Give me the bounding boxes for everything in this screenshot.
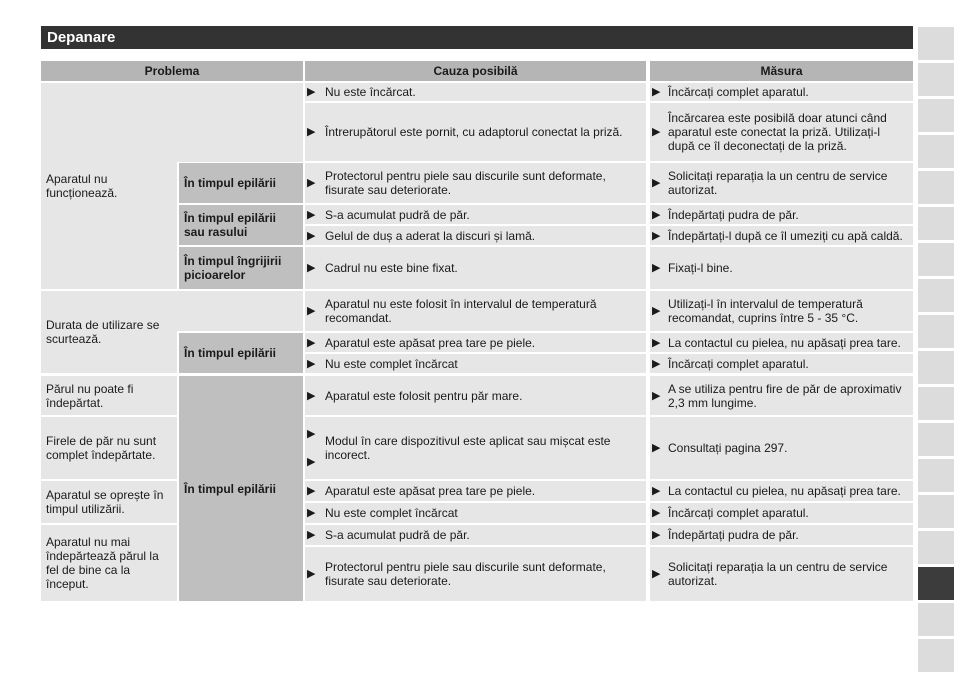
- arrow-icon: ▶: [307, 357, 316, 370]
- action-cell: ▶ La contactul cu pielea, nu apăsați prea tare.: [650, 481, 913, 501]
- arrow-icon: ▶: [307, 568, 316, 580]
- cause-cell: ▶ Nu este încărcat.: [305, 83, 646, 101]
- problem-text: Aparatul nu funcționează.: [46, 172, 118, 200]
- condition-cell: În timpul epilării: [179, 376, 303, 601]
- action-cell: ▶ Încărcați complet aparatul.: [650, 503, 913, 523]
- arrow-icon: ▶: [307, 485, 316, 497]
- cause-cell: ▶ Protectorul pentru piele sau discurile sunt deformate, fisurate sau deteriorate.: [305, 163, 646, 203]
- cause-cell: ▶ Nu este complet încărcat: [305, 354, 646, 373]
- side-tab[interactable]: [918, 207, 954, 240]
- arrow-icon: ▶: [652, 568, 661, 580]
- condition-cell: În timpul epilării sau rasului: [179, 205, 303, 245]
- problem-cell: Aparatul se oprește în timpul utilizării.: [41, 481, 177, 523]
- side-tab[interactable]: [918, 63, 954, 96]
- arrow-icon: ▶: [307, 389, 316, 402]
- arrow-icon: ▶: [307, 529, 316, 541]
- arrow-icon: ▶: [652, 262, 661, 274]
- side-tab[interactable]: [918, 603, 954, 636]
- condition-cell: În timpul îngrijirii picioarelor: [179, 247, 303, 289]
- action-cell: ▶ Consultați pagina 297.: [650, 417, 913, 479]
- cause-cell: ▶ Nu este complet încărcat: [305, 503, 646, 523]
- cause-cell: ▶ Întrerupătorul este pornit, cu adaptorul conectat la priză.: [305, 103, 646, 161]
- action-cell: ▶ La contactul cu pielea, nu apăsați prea tare.: [650, 333, 913, 352]
- side-tab-active[interactable]: [918, 567, 954, 600]
- action-cell: ▶ Solicitați reparația la un centru de service autorizat.: [650, 163, 913, 203]
- page-title: Depanare: [41, 26, 913, 49]
- header-cause: Cauza posibilă: [305, 61, 646, 81]
- side-tab[interactable]: [918, 495, 954, 528]
- header-action: Măsura: [650, 61, 913, 81]
- cause-cell: ▶ Protectorul pentru piele sau discurile sunt deformate, fisurate sau deteriorate.: [305, 547, 646, 601]
- side-tab[interactable]: [918, 99, 954, 132]
- problem-cell: Aparatul nu mai îndepărtează părul la fel de bine ca la început.: [41, 525, 177, 601]
- action-cell: ▶ Solicitați reparația la un centru de service autorizat.: [650, 547, 913, 601]
- arrow-icon: ▶: [307, 86, 316, 98]
- side-tab[interactable]: [918, 387, 954, 420]
- arrow-icon: ▶: [307, 428, 316, 440]
- arrow-icon: ▶: [307, 262, 316, 274]
- action-cell: ▶ Îndepărtați-l după ce îl umeziți cu apă caldă.: [650, 226, 913, 245]
- problem-cell-top: [41, 83, 303, 162]
- arrow-icon: ▶: [652, 305, 661, 317]
- cause-cell: ▶ Gelul de duș a aderat la discuri și lamă.: [305, 226, 646, 245]
- arrow-icon: ▶: [652, 177, 661, 189]
- cause-cell: ▶ Aparatul este folosit pentru păr mare.: [305, 376, 646, 415]
- arrow-icon: ▶: [307, 507, 316, 519]
- cause-cell: ▶ Aparatul este apăsat prea tare pe piele.: [305, 333, 646, 352]
- cause-cell: ▶ Aparatul nu este folosit în intervalul de temperatură recomandat.: [305, 291, 646, 331]
- arrow-icon: ▶: [307, 126, 316, 138]
- arrow-icon: ▶: [652, 229, 661, 242]
- cause-cell: ▶ S-a acumulat pudră de păr.: [305, 205, 646, 224]
- problem-cell: Părul nu poate fi îndepărtat.: [41, 376, 177, 415]
- arrow-icon: ▶: [652, 389, 661, 402]
- condition-cell: În timpul epilării: [179, 333, 303, 373]
- action-cell: ▶ A se utiliza pentru fire de păr de aproximativ 2,3 mm lungime.: [650, 376, 913, 415]
- arrow-icon: ▶: [652, 208, 661, 221]
- action-cell: ▶ Îndepărtați pudra de păr.: [650, 525, 913, 545]
- arrow-icon: ▶: [307, 305, 316, 317]
- action-cell: ▶ Fixați-l bine.: [650, 247, 913, 289]
- arrow-icon: ▶: [652, 86, 661, 98]
- arrow-icon: ▶: [307, 336, 316, 349]
- arrow-icon: ▶: [307, 229, 316, 242]
- arrow-icon: ▶: [652, 507, 661, 519]
- side-tab[interactable]: [918, 639, 954, 672]
- arrow-icon: ▶: [652, 485, 661, 497]
- side-tab[interactable]: [918, 243, 954, 276]
- arrow-icon: ▶: [307, 208, 316, 221]
- action-cell: ▶ Îndepărtați pudra de păr.: [650, 205, 913, 224]
- condition-cell: În timpul epilării: [179, 163, 303, 203]
- problem-cell: Firele de păr nu sunt complet îndepărtate.: [41, 417, 177, 479]
- arrow-group: [305, 427, 325, 469]
- side-tab[interactable]: [918, 351, 954, 384]
- problem-cell: Durata de utilizare se scurtează.: [41, 291, 177, 373]
- side-tab[interactable]: [918, 423, 954, 456]
- arrow-icon: ▶: [307, 177, 316, 189]
- arrow-icon: ▶: [652, 126, 661, 138]
- arrow-icon: ▶: [652, 357, 661, 370]
- arrow-icon: ▶: [652, 442, 661, 454]
- arrow-icon: ▶: [652, 336, 661, 349]
- side-tab[interactable]: [918, 531, 954, 564]
- action-cell: ▶ Încărcarea este posibilă doar atunci când aparatul este conectat la priză. Utilizați-l după ce îl deconectați de la priză.: [650, 103, 913, 161]
- side-tab[interactable]: [918, 279, 954, 312]
- action-cell: ▶ Încărcați complet aparatul.: [650, 354, 913, 373]
- action-cell: ▶ Încărcați complet aparatul.: [650, 83, 913, 101]
- side-tab-strip: [918, 27, 954, 675]
- side-tab[interactable]: [918, 135, 954, 168]
- side-tab[interactable]: [918, 171, 954, 204]
- cause-cell: ▶ ▶ Modul în care dispozitivul este aplicat sau mișcat este incorect.: [305, 417, 646, 479]
- cause-cell: ▶ Cadrul nu este bine fixat.: [305, 247, 646, 289]
- arrow-icon: ▶: [307, 456, 316, 468]
- action-cell: ▶ Utilizați-l în intervalul de temperatură recomandat, cuprins între 5 - 35 °C.: [650, 291, 913, 331]
- cause-cell: ▶ S-a acumulat pudră de păr.: [305, 525, 646, 545]
- side-tab[interactable]: [918, 27, 954, 60]
- header-problem: Problema: [41, 61, 303, 81]
- cause-cell: ▶ Aparatul este apăsat prea tare pe piele.: [305, 481, 646, 501]
- side-tab[interactable]: [918, 315, 954, 348]
- arrow-icon: ▶: [652, 529, 661, 541]
- side-tab[interactable]: [918, 459, 954, 492]
